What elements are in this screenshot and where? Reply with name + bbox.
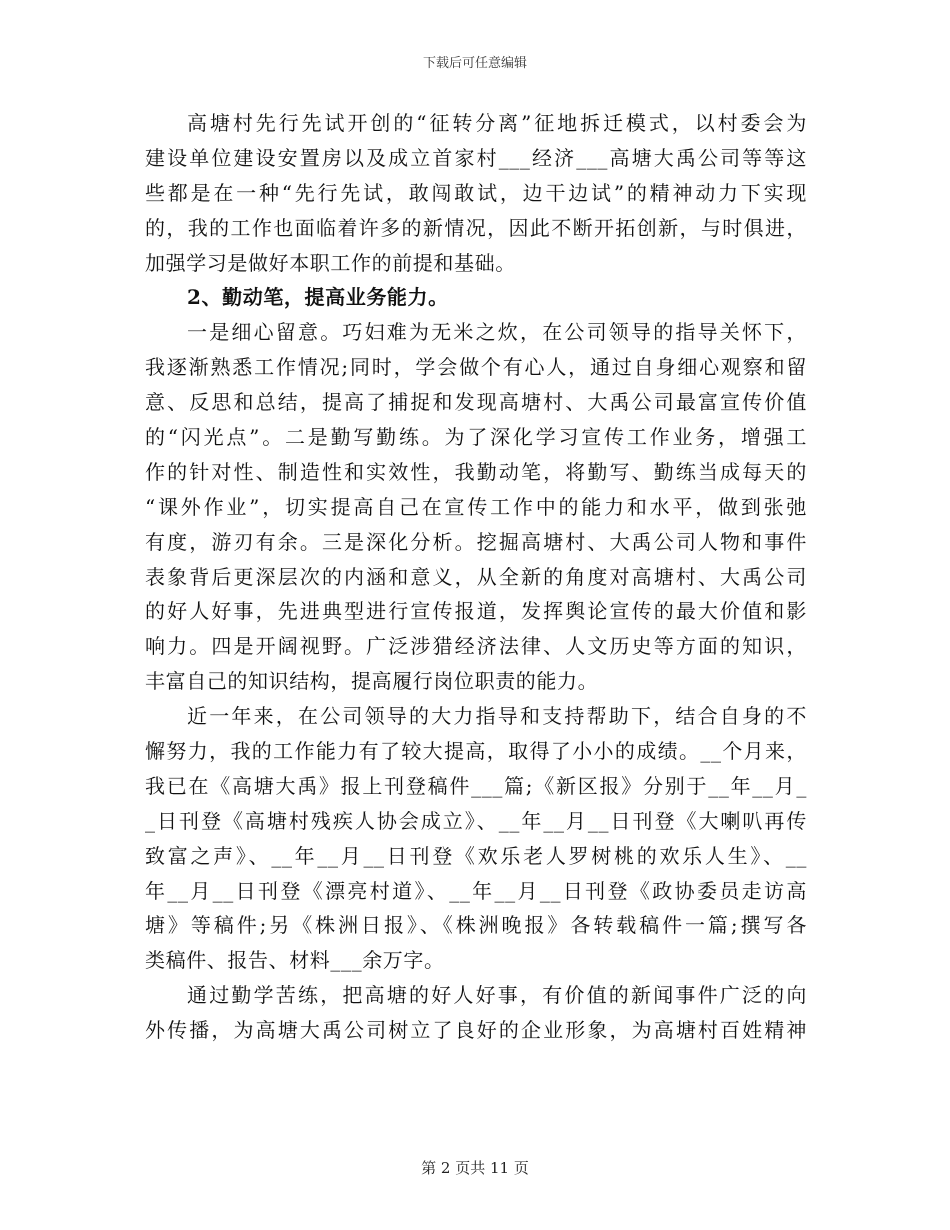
- text-line: 有度，游刃有余。三是深化分析。挖掘高塘村、大禹公司人物和事件: [145, 529, 807, 554]
- text-line: 些都是在一种“先行先试，敢闯敢试，边干边试”的精神动力下实现: [145, 180, 807, 205]
- text-line: 我逐渐熟悉工作情况;同时，学会做个有心人，通过自身细心观察和留: [145, 355, 807, 380]
- text-line: 加强学习是做好本职工作的前提和基础。: [145, 250, 516, 275]
- text-line: 意、反思和总结，提高了捕捉和发现高塘村、大禹公司最富宣传价值: [145, 390, 807, 415]
- text-line: 响力。四是开阔视野。广泛涉猎经济法律、人文历史等方面的知识，: [145, 634, 807, 659]
- text-line: 作的针对性、制造性和实效性，我勤动笔，将勤写、勤练当成每天的: [145, 459, 807, 484]
- document-body: [145, 106, 807, 1048]
- page-header: 下载后可任意编辑: [422, 56, 527, 71]
- text-line: 我已在《高塘大禹》报上刊登稿件___篇;《新区报》分别于__年__月_: [145, 773, 807, 798]
- section-heading: 2、勤动笔，提高业务能力。: [187, 285, 449, 310]
- text-line: 的，我的工作也面临着许多的新情况，因此不断开拓创新，与时俱进，: [145, 215, 807, 240]
- text-line: 建设单位建设安置房以及成立首家村___经济___高塘大禹公司等等这: [145, 145, 807, 170]
- text-line: 的好人好事，先进典型进行宣传报道，发挥舆论宣传的最大价值和影: [145, 599, 807, 624]
- text-line: 高塘村先行先试开创的“征转分离”征地拆迁模式，以村委会为: [187, 111, 807, 135]
- text-line: 一是细心留意。巧妇难为无米之炊，在公司领导的指导关怀下，: [187, 320, 807, 345]
- text-line: “课外作业”，切实提高自己在宣传工作中的能力和水平，做到张弛: [145, 494, 807, 519]
- text-line: 的“闪光点”。二是勤写勤练。为了深化学习宣传工作业务，增强工: [145, 425, 807, 450]
- text-line: 近一年来，在公司领导的大力指导和支持帮助下，结合自身的不: [187, 704, 807, 729]
- text-line: 表象背后更深层次的内涵和意义，从全新的角度对高塘村、大禹公司: [145, 564, 807, 589]
- text-line: 致富之声》、__年__月__日刊登《欢乐老人罗树桃的欢乐人生》、__: [145, 843, 807, 868]
- text-line: 塘》等稿件;另《株洲日报》、《株洲晚报》各转载稿件一篇;撰写各: [145, 913, 807, 938]
- text-line: 类稿件、报告、材料___余万字。: [145, 948, 445, 973]
- text-line: _日刊登《高塘村残疾人协会成立》、__年__月__日刊登《大喇叭再传: [145, 808, 807, 833]
- page-footer: 第 2 页共 11 页: [421, 1159, 529, 1177]
- text-line: 丰富自己的知识结构，提高履行岗位职责的能力。: [145, 669, 599, 694]
- text-line: 外传播，为高塘大禹公司树立了良好的企业形象，为高塘村百姓精神: [145, 1018, 807, 1043]
- text-line: 懈努力，我的工作能力有了较大提高，取得了小小的成绩。__个月来，: [145, 739, 807, 764]
- text-line: 年__月__日刊登《漂亮村道》、__年__月__日刊登《政协委员走访高: [145, 878, 807, 903]
- text-line: 通过勤学苦练，把高塘的好人好事，有价值的新闻事件广泛的向: [187, 983, 807, 1008]
